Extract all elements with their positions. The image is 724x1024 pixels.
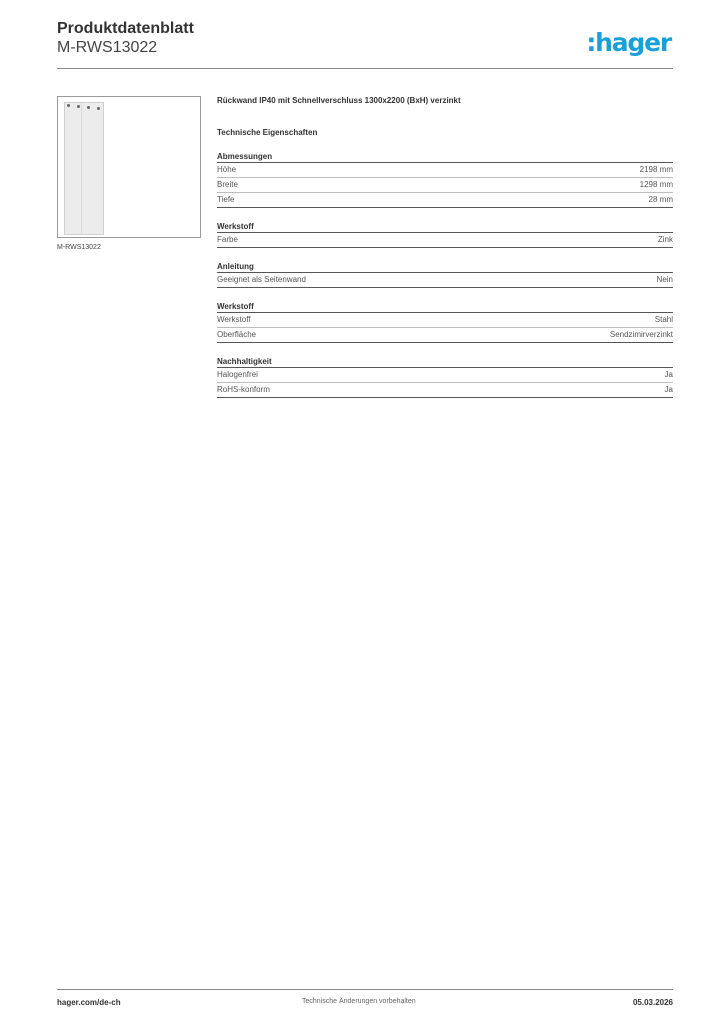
property-groups [217,151,673,398]
property-value: 28 mm [648,195,673,204]
footer-notice: Technische Änderungen vorbehalten [302,998,416,1005]
section-heading: Technische Eigenschaften [217,128,318,137]
footer-date: 05.03.2026 [632,998,673,1007]
image-caption: M-RWS13022 [57,244,101,251]
footer-divider [57,989,673,990]
property-label: Halogenfrei [217,370,258,379]
fastener-dot [77,105,80,108]
fastener-dot [87,106,90,109]
property-row [217,163,673,178]
page-header [57,20,673,70]
property-label: Höhe [217,165,237,174]
document-subtitle: M-RWS13022 [57,39,158,56]
back-panel-illustration [64,102,104,235]
group-title: Anleitung [217,261,673,273]
property-row [217,328,673,343]
property-group [217,221,673,248]
property-row [217,233,673,248]
property-label: Oberfläche [217,330,257,339]
property-row [217,273,673,288]
property-group [217,356,673,398]
property-row [217,368,673,383]
group-title: Werkstoff [217,221,673,233]
product-image [57,96,201,238]
hager-logo: :hager [586,28,671,57]
property-row [217,178,673,193]
product-details [217,96,673,398]
property-label: Geeignet als Seitenwand [217,275,306,284]
property-label: Breite [217,180,238,189]
property-label: RoHS-konform [217,385,270,394]
property-group [217,151,673,208]
property-value: Ja [664,370,673,379]
property-value: 1298 mm [639,180,673,189]
product-title: Rückwand IP40 mit Schnellverschluss 1300x2200 (BxH) verzinkt [217,96,461,105]
group-title: Werkstoff [217,301,673,313]
property-value: Sendzimirverzinkt [609,330,673,339]
fastener-dot [97,107,100,110]
group-title: Abmessungen [217,151,673,163]
header-divider [57,68,673,69]
property-row [217,193,673,208]
property-row [217,313,673,328]
property-value: Ja [664,385,673,394]
property-label: Farbe [217,235,238,244]
property-label: Werkstoff [217,315,251,324]
property-value: Stahl [654,315,673,324]
group-title: Nachhaltigkeit [217,356,673,368]
property-value: Nein [656,275,673,284]
property-row [217,383,673,398]
fastener-dot [67,104,70,107]
property-value: 2198 mm [639,165,673,174]
property-group [217,301,673,343]
property-group [217,261,673,288]
property-label: Tiefe [217,195,235,204]
property-value: Zink [657,235,673,244]
document-title: Produktdatenblatt [57,20,194,37]
footer-website: hager.com/de-ch [57,998,121,1007]
